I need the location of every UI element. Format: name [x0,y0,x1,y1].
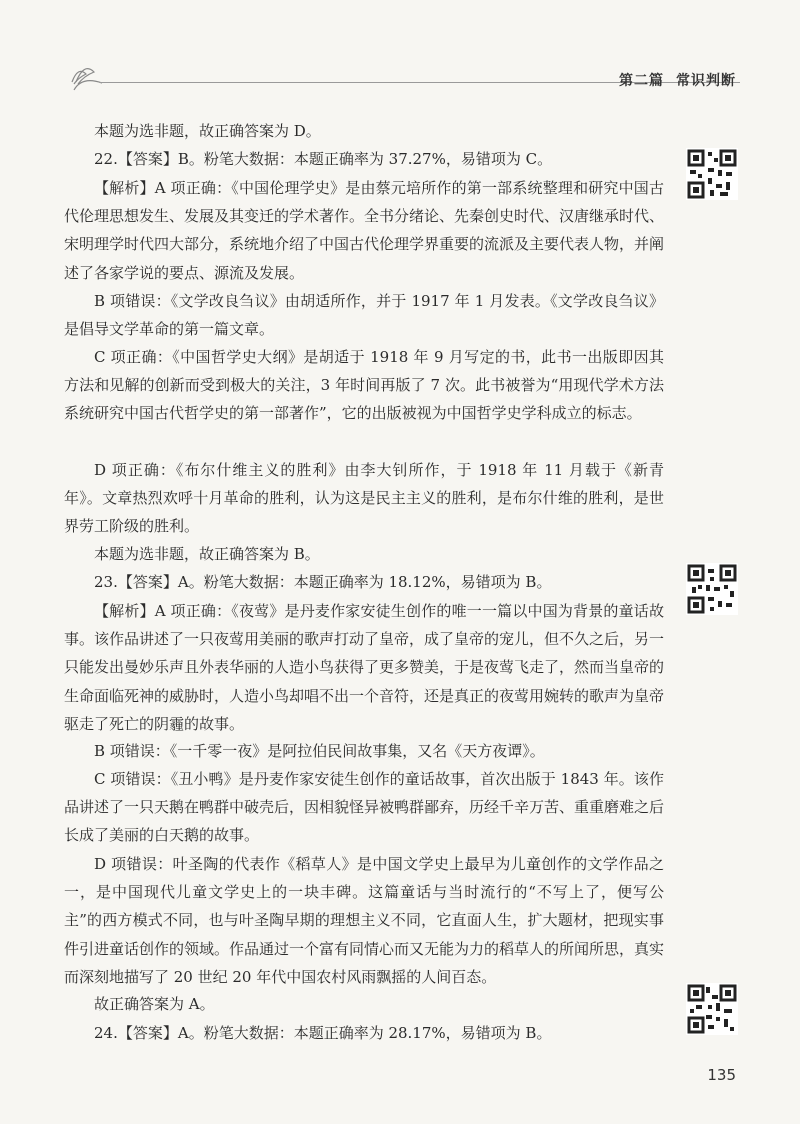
text-line: C 项正确：《中国哲学史大纲》是胡适于 1918 年 9 月写定的书，此书一出版即因其方法和见解的创新而受到极大的关注，3 年时间再版了 7 次。此书被誉为“用现代学术方法系统研究中国古代哲学史的第一部著作”，它的出版被视为中国哲学史学科成立的标志。 [64,348,664,423]
text-line: C 项错误：《丑小鸭》是丹麦作家安徒生创作的童话故事，首次出版于 1843 年。该作品讲述了一只天鹅在鸭群中破壳后，因相貌怪异被鸭群鄙弃，历经千辛万苦、重重磨难之后长成了美丽的白天鹅的故事。 [64,770,665,845]
answer-line [64,145,664,173]
analysis-paragraph [64,597,664,738]
answer-line [64,1019,664,1047]
page-header [0,0,800,100]
paragraph [64,765,664,850]
paragraph [64,990,664,1018]
paragraph [64,343,664,428]
sprout-icon [62,56,122,96]
text-line: 故正确答案为 A。 [94,995,215,1013]
qr-code-icon[interactable] [686,148,738,200]
paragraph [64,456,664,541]
qr-code-icon[interactable] [686,563,738,615]
text-line: 24.【答案】A。粉笔大数据：本题正确率为 28.17%，易错项为 B。 [94,1024,552,1042]
text-line: 22.【答案】B。粉笔大数据：本题正确率为 37.27%，易错项为 C。 [94,150,553,168]
analysis-paragraph [64,174,664,287]
page-number: 135 [707,1066,736,1084]
paragraph [64,737,664,765]
text-line: 【解析】A 项正确：《中国伦理学史》是由蔡元培所作的第一部系统整理和研究中国古代伦理思想发生、发展及其变迁的学术著作。全书分绪论、先秦创史时代、汉唐继承时代、宋明理学时代四大部分，系统地介绍了中国古代伦理学界重要的流派及主要代表人物，并阐述了各家学说的要点、源流及发展。 [64,179,665,282]
text-line: D 项正确：《布尔什维主义的胜利》由李大钊所作，于 1918 年 11 月载于《新青年》。文章热烈欢呼十月革命的胜利，认为这是民主主义的胜利，是布尔什维的胜利，是世界劳工阶级的胜利。 [64,461,664,536]
text-line: B 项错误：《一千零一夜》是阿拉伯民间故事集，又名《天方夜谭》。 [94,742,545,760]
text-line: B 项错误：《文学改良刍议》由胡适所作，并于 1917 年 1 月发表。《文学改良刍议》是倡导文学革命的第一篇文章。 [64,292,664,339]
paragraph [64,540,664,568]
header-section: 常识判断 [676,73,736,89]
header-part: 第二篇 [619,73,664,89]
text-line: D 项错误：叶圣陶的代表作《稻草人》是中国文学史上最早为儿童创作的文学作品之一，是中国现代儿童文学史上的一块丰碑。这篇童话与当时流行的“不写上了，便写公主”的西方模式不同，也与叶圣陶早期的理想主义不同，它直面人生，扩大题材，把现实事件引进童话创作的领域。作品通过一个富有同情心而又无能为力的稻草人的所闻所思，真实而深刻地描写了 20 世纪 20 年代中国农村风雨飘摇的人间百态。 [64,855,665,986]
header-title [607,70,736,90]
text-line: 【解析】A 项正确：《夜莺》是丹麦作家安徒生创作的唯一一篇以中国为背景的童话故事。该作品讲述了一只夜莺用美丽的歌声打动了皇帝，成了皇帝的宠儿，但不久之后，另一只能发出曼妙乐声且外表华丽的人造小鸟获得了更多赞美，于是夜莺飞走了，然而当皇帝的生命面临死神的威胁时，人造小鸟却唱不出一个音符，还是真正的夜莺用婉转的歌声为皇帝驱走了死亡的阴霾的故事。 [64,602,665,733]
text-line: 本题为选非题，故正确答案为 B。 [94,545,320,563]
qr-code-icon[interactable] [686,983,738,1035]
paragraph [64,117,664,145]
text-line: 23.【答案】A。粉笔大数据：本题正确率为 18.12%，易错项为 B。 [94,573,552,591]
text-line: 本题为选非题，故正确答案为 D。 [94,122,321,140]
answer-line [64,568,664,596]
paragraph [64,287,664,343]
paragraph [64,850,664,991]
